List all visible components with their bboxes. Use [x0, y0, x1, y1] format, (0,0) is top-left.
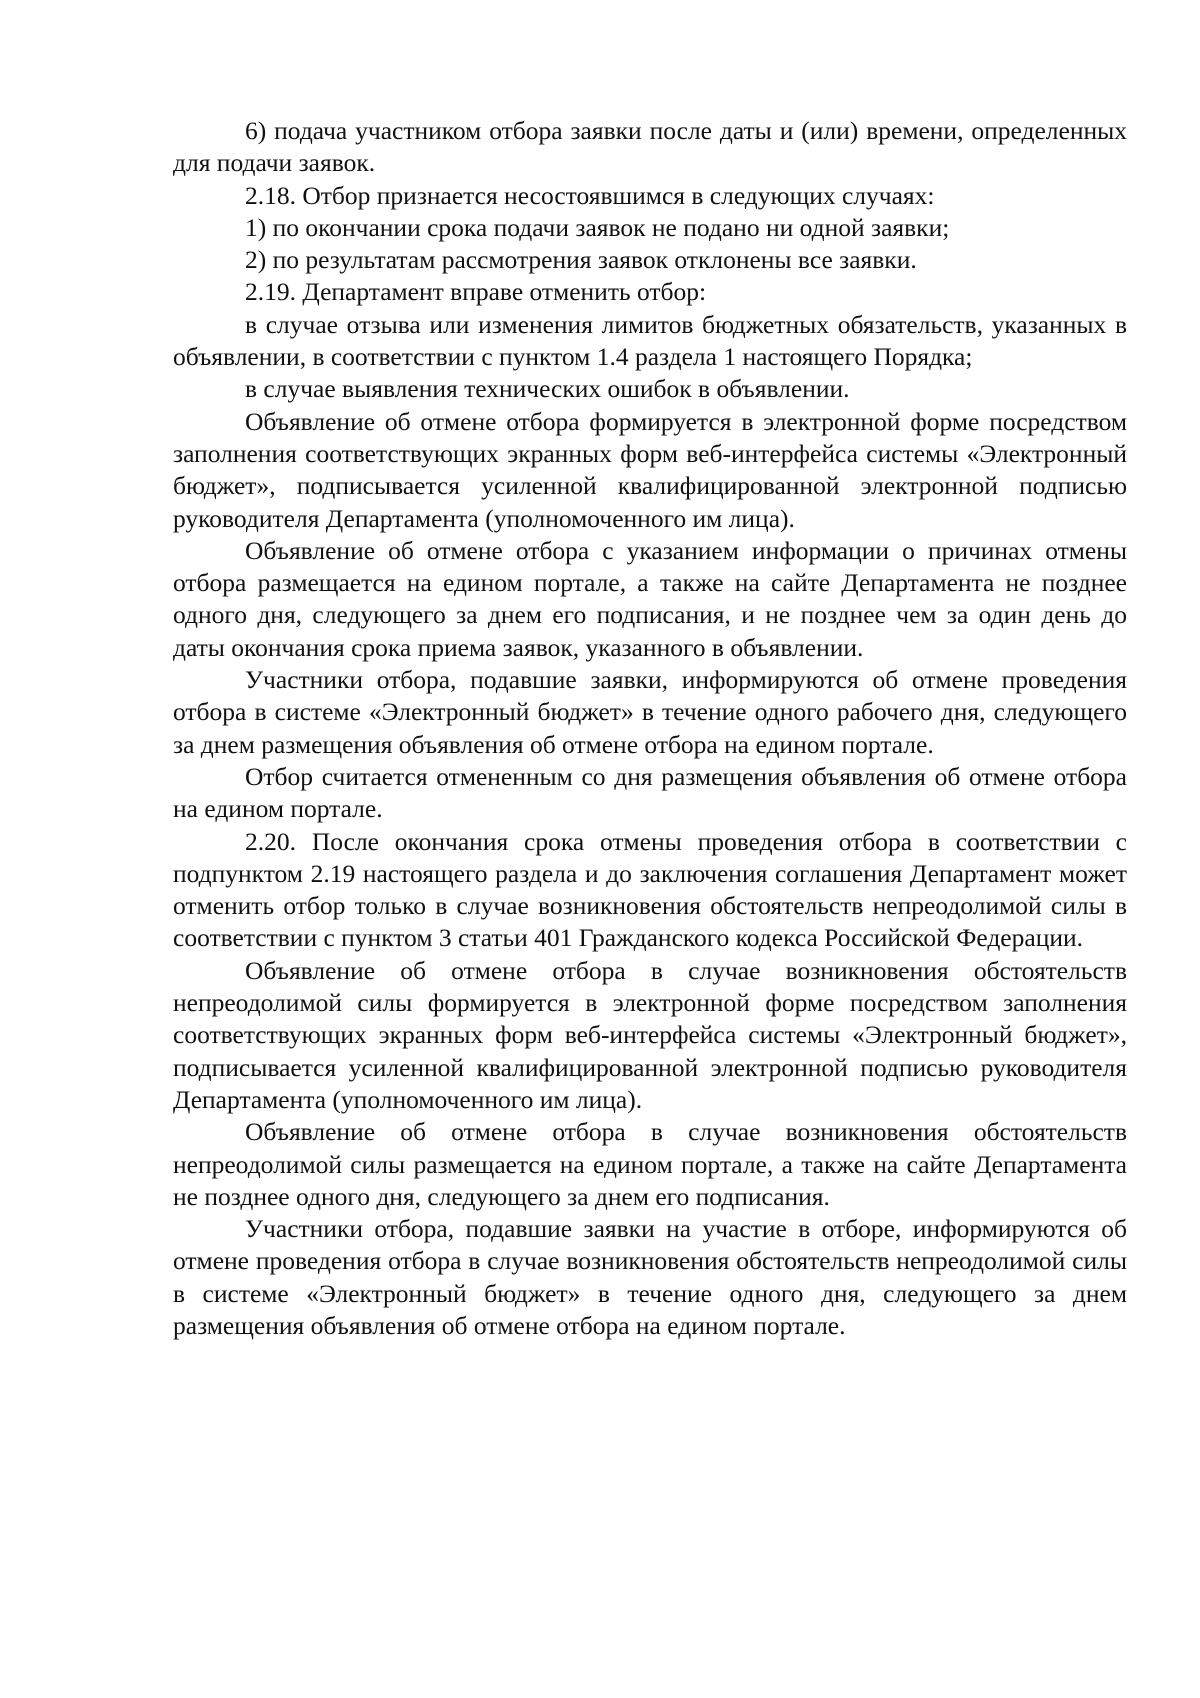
paragraph-force-majeure-participants-informed: Участники отбора, подавшие заявки на участие в отборе, информируются об отмене проведения отбора в случае возникновения обстоятельств непреодолимой силы в системе «Электронный бюджет» в течение одного дня, следующего за днем размещения объявления об отмене отбора на едином портале.	[173, 1214, 1127, 1340]
document-body	[173, 115, 1127, 1342]
paragraph-item-1-no-applications: 1) по окончании срока подачи заявок не подано ни одной заявки;	[245, 212, 950, 242]
paragraph-technical-errors: в случае выявления технических ошибок в объявлении.	[245, 374, 850, 404]
paragraph-clause-2-20: 2.20. После окончания срока отмены проведения отбора в соответствии с подпунктом 2.19 настоящего раздела и до заключения соглашения Департамент может отменить отбор только в случае возникновения обстоятельств непреодолимой силы в соответствии с пунктом 3 статьи 401 Гражданского кодекса Российской Федерации.	[173, 826, 1127, 953]
paragraph-item-2-all-rejected: 2) по результатам рассмотрения заявок отклонены все заявки.	[245, 245, 917, 275]
paragraph-force-majeure-notice-publication: Объявление об отмене отбора в случае возникновения обстоятельств непреодолимой силы размещается на едином портале, а также на сайте Департамента не позднее одного дня, следующего за днем его подписания.	[173, 1117, 1127, 1211]
paragraph-limits-withdrawal: в случае отзыва или изменения лимитов бюджетных обязательств, указанных в объявлении, в соответствии с пунктом 1.4 раздела 1 настоящего Порядка;	[173, 309, 1127, 372]
paragraph-participants-informed: Участники отбора, подавшие заявки, информируются об отмене проведения отбора в системе «Электронный бюджет» в течение одного рабочего дня, следующего за днем размещения объявления об отмене отбора на едином портале.	[173, 665, 1127, 759]
paragraph-cancellation-notice-form: Объявление об отмене отбора формируется в электронной форме посредством заполнения соответствующих экранных форм веб-интерфейса системы «Электронный бюджет», подписывается усиленной квалифицированной электронной подписью руководителя Департамента (уполномоченного им лица).	[173, 406, 1127, 533]
paragraph-clause-2-18: 2.18. Отбор признается несостоявшимся в следующих случаях:	[245, 180, 935, 210]
paragraph-force-majeure-notice-form: Объявление об отмене отбора в случае возникновения обстоятельств непреодолимой силы формируется в электронной форме посредством заполнения соответствующих экранных форм веб-интерфейса системы «Электронный бюджет», подписывается усиленной квалифицированной электронной подписью руководителя Департамента (уполномоченного им лица).	[173, 955, 1127, 1114]
paragraph-selection-cancelled-date: Отбор считается отмененным со дня размещения объявления об отмене отбора на едином портале.	[173, 761, 1127, 824]
paragraph-cancellation-notice-publication: Объявление об отмене отбора с указанием информации о причинах отмены отбора размещается на едином портале, а также на сайте Департамента не позднее одного дня, следующего за днем его подписания, и не позднее чем за один день до даты окончания срока приема заявок, указанного в объявлении.	[173, 535, 1127, 662]
paragraph-clause-2-19: 2.19. Департамент вправе отменить отбор:	[245, 277, 707, 307]
paragraph-item-6-late-submission: 6) подача участником отбора заявки после даты и (или) времени, определенных для подачи заявок.	[173, 116, 1127, 178]
